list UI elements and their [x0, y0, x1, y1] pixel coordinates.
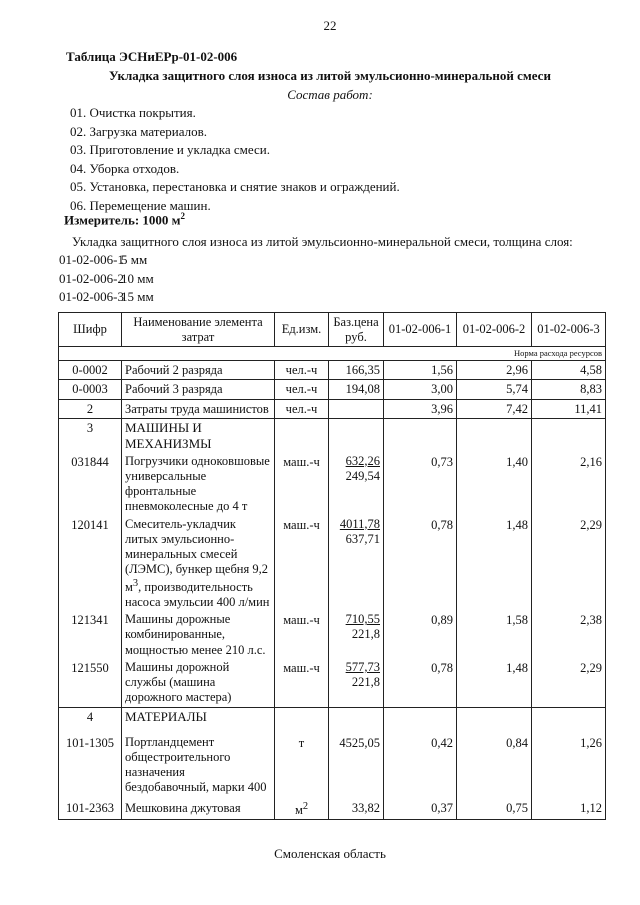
- cell-v3: 4,58: [532, 361, 606, 380]
- section-code: 3: [59, 418, 122, 452]
- cell-v3: 8,83: [532, 380, 606, 399]
- cell-price: [329, 453, 384, 516]
- cell-v2: 0,84: [457, 727, 532, 797]
- price-top: 632,26: [345, 453, 380, 468]
- cell-v2: 1,48: [457, 659, 532, 707]
- cell-code: 2: [59, 399, 122, 418]
- table-row: [59, 453, 606, 516]
- work-title: Укладка защитного слоя износа из литой эмульсионно-минеральной смеси: [109, 68, 551, 83]
- cell-unit: маш.-ч: [275, 611, 329, 659]
- header-name: Наименование элемента затрат: [122, 313, 275, 347]
- cell-price: [329, 611, 384, 659]
- measure-unit: [64, 211, 185, 229]
- table-row: [59, 611, 606, 659]
- variant-item: [59, 251, 154, 270]
- cell-unit: маш.-ч: [275, 516, 329, 612]
- variant-item: [59, 288, 154, 307]
- table-row: [59, 361, 606, 380]
- work-item: 05. Установка, перестановка и снятие знаков и ограждений.: [70, 179, 400, 194]
- cell-name: Погрузчики одноковшовые универсальные фронтальные пневмоколесные до 4 т: [122, 453, 275, 516]
- cell-v2: 1,48: [457, 516, 532, 612]
- cell-v1: 3,00: [384, 380, 457, 399]
- cell-v2: 1,58: [457, 611, 532, 659]
- cell-v1: 0,42: [384, 727, 457, 797]
- table-row: [59, 797, 606, 820]
- cell-v1: 1,56: [384, 361, 457, 380]
- cell-unit: $м^2$: [275, 797, 329, 820]
- header-code: Шифр: [59, 313, 122, 347]
- page-number: 22: [323, 18, 337, 33]
- variant-item: [59, 270, 154, 289]
- table-row: [59, 516, 606, 612]
- cell-unit: чел.-ч: [275, 361, 329, 380]
- cell-v2: 7,42: [457, 399, 532, 418]
- work-item: 04. Уборка отходов.: [70, 160, 180, 176]
- section-row: [59, 707, 606, 726]
- work-item: 06. Перемещение машин.: [70, 197, 211, 213]
- cell-price: 194,08: [329, 380, 384, 399]
- cell-name: Рабочий 2 разряда: [122, 361, 275, 380]
- cell-unit: маш.-ч: [275, 659, 329, 707]
- work-item: 02. Загрузка материалов.: [70, 123, 207, 139]
- section-row: [59, 418, 606, 452]
- variant-list: [59, 251, 154, 307]
- cell-name: Затраты труда машинистов: [122, 399, 275, 418]
- cell-v2: 0,75: [457, 797, 532, 820]
- section-title: МАШИНЫ И МЕХАНИЗМЫ: [122, 418, 275, 452]
- cell-code: 120141: [59, 516, 122, 612]
- cell-code: 0-0003: [59, 380, 122, 399]
- sostav-label: Состав работ:: [287, 87, 373, 102]
- table-row: [59, 380, 606, 399]
- cell-price: 4525,05: [329, 727, 384, 797]
- cell-v3: 11,41: [532, 399, 606, 418]
- cell-name: Машины дорожные комбинированные, мощностью менее 210 л.с.: [122, 611, 275, 659]
- price-top: 577,73: [345, 659, 380, 674]
- work-item: 01. Очистка покрытия.: [70, 105, 196, 120]
- cell-name: Рабочий 3 разряда: [122, 380, 275, 399]
- cell-unit: чел.-ч: [275, 399, 329, 418]
- price-top: 4011,78: [339, 516, 380, 531]
- measure-label: Измеритель: 1000 м: [64, 212, 181, 228]
- table-header-row: [59, 313, 606, 347]
- page-footer: Смоленская область: [274, 846, 386, 861]
- header-price: Баз.цена руб.: [329, 313, 384, 347]
- cell-price: [329, 659, 384, 707]
- cell-unit: чел.-ч: [275, 380, 329, 399]
- price-bottom: 221,8: [351, 675, 380, 690]
- cell-code: 101-2363: [59, 797, 122, 820]
- cell-v3: 1,12: [532, 797, 606, 820]
- header-col1: 01-02-006-1: [384, 313, 457, 347]
- measure-sup: 2: [180, 211, 186, 221]
- cell-v1: 3,96: [384, 399, 457, 418]
- variant-code: 01-02-006-1: [59, 252, 124, 267]
- cell-unit: т: [275, 727, 329, 797]
- cell-price: [329, 516, 384, 612]
- variant-value: 10 мм: [121, 270, 154, 286]
- cell-name: Мешковина джутовая: [122, 797, 275, 820]
- variant-value: 5 мм: [121, 252, 148, 267]
- cell-name: Смеситель-укладчик литых эмульсионно-минеральных смесей (ЛЭМС), бункер щебня 9,2 $м^3$, производительность насоса эмульсии 400 л/мин: [122, 516, 275, 612]
- norma-row: [59, 347, 606, 361]
- norma-label: Норма расхода ресурсов: [59, 347, 606, 361]
- cell-v3: 2,29: [532, 659, 606, 707]
- cell-code: 0-0002: [59, 361, 122, 380]
- cell-v3: 2,38: [532, 611, 606, 659]
- variant-value: 15 мм: [121, 289, 154, 304]
- section-code: 4: [59, 707, 122, 726]
- cell-code: 101-1305: [59, 727, 122, 797]
- work-list: [70, 104, 400, 215]
- cell-price: 33,82: [329, 797, 384, 820]
- work-item: 03. Приготовление и укладка смеси.: [70, 142, 270, 157]
- layer-description: Укладка защитного слоя износа из литой эмульсионно-минеральной смеси, толщина слоя:: [72, 234, 573, 249]
- cell-v3: 2,29: [532, 516, 606, 612]
- cell-v1: 0,37: [384, 797, 457, 820]
- table-row: [59, 659, 606, 707]
- cell-v2: 1,40: [457, 453, 532, 516]
- cell-price: 166,35: [329, 361, 384, 380]
- cell-v2: 5,74: [457, 380, 532, 399]
- table-title: Таблица ЭСНиЕРр-01-02-006: [66, 49, 238, 64]
- price-bottom: 637,71: [345, 531, 380, 546]
- cell-code: 121341: [59, 611, 122, 659]
- variant-code: 01-02-006-3: [59, 289, 124, 304]
- price-bottom: 249,54: [345, 468, 380, 483]
- table-row: [59, 399, 606, 418]
- section-title: МАТЕРИАЛЫ: [122, 707, 275, 726]
- resource-table: [58, 312, 606, 820]
- header-unit: Ед.изм.: [275, 313, 329, 347]
- cell-v1: 0,73: [384, 453, 457, 516]
- cell-code: 031844: [59, 453, 122, 516]
- variant-code: 01-02-006-2: [59, 270, 124, 286]
- cell-v1: 0,78: [384, 659, 457, 707]
- cell-v2: 2,96: [457, 361, 532, 380]
- header-col2: 01-02-006-2: [457, 313, 532, 347]
- cell-v1: 0,78: [384, 516, 457, 612]
- cell-v1: 0,89: [384, 611, 457, 659]
- cell-name: Портландцемент общестроительного назначения бездобавочный, марки 400: [122, 727, 275, 797]
- cell-name: Машины дорожной службы (машина дорожного мастера): [122, 659, 275, 707]
- cell-unit: маш.-ч: [275, 453, 329, 516]
- cell-v3: 2,16: [532, 453, 606, 516]
- table-row: [59, 727, 606, 797]
- price-bottom: 221,8: [351, 627, 380, 642]
- cell-price: [329, 399, 384, 418]
- header-col3: 01-02-006-3: [532, 313, 606, 347]
- cell-code: 121550: [59, 659, 122, 707]
- price-top: 710,55: [345, 612, 380, 627]
- cell-v3: 1,26: [532, 727, 606, 797]
